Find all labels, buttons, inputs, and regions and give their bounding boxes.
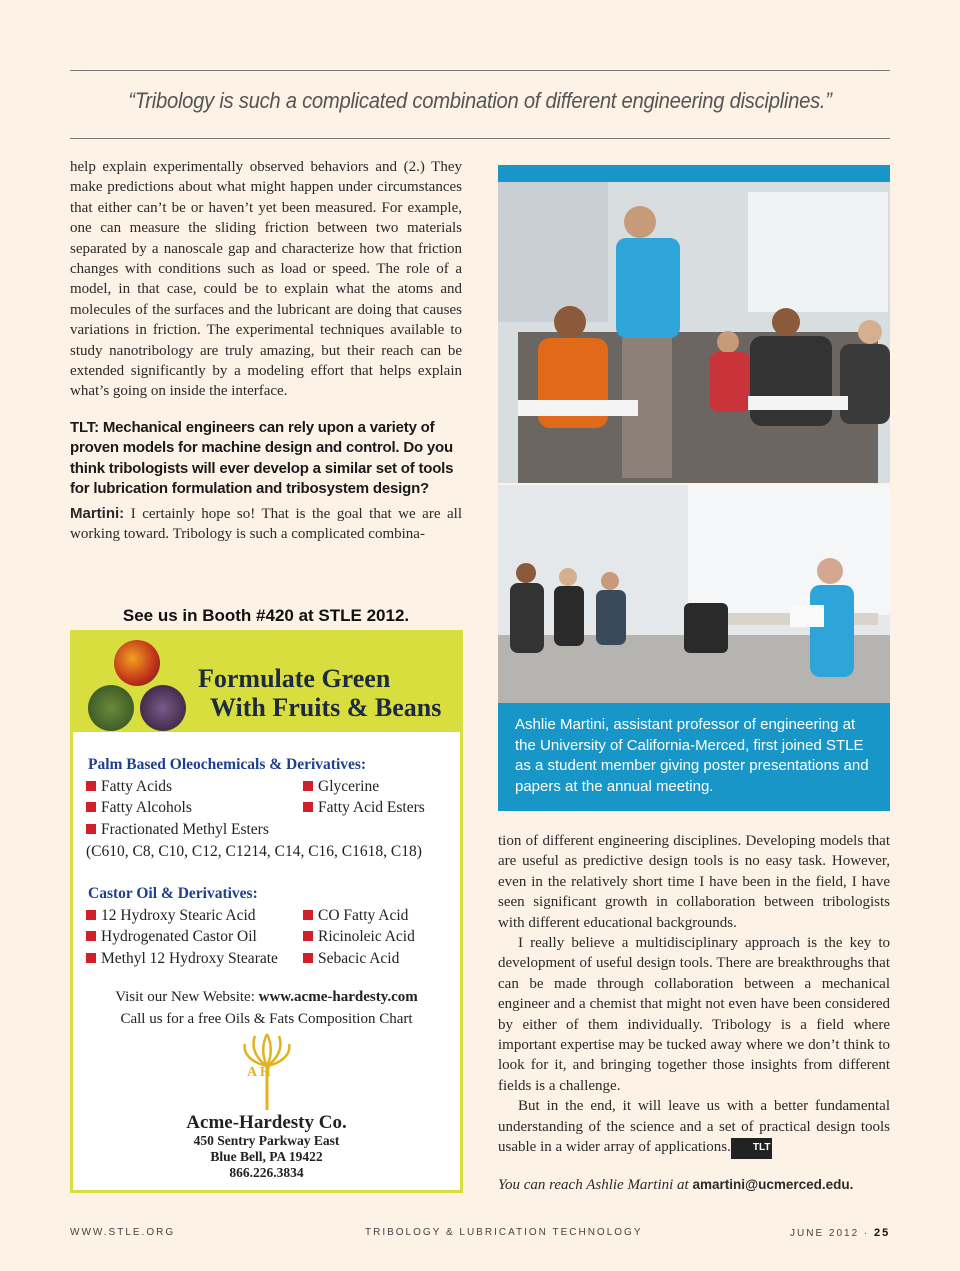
bullet-square-icon [86,953,96,963]
website-link[interactable]: www.acme-hardesty.com [258,989,418,1005]
booth-notice: See us in Booth #420 at STLE 2012. [122,606,410,625]
logo-letters: A H [247,1065,271,1080]
caption-text: Ashlie Martini, assistant professor of engineering at the University of California-Merced, first joined STLE as a student member giving poster presentations and papers at the annual meeting. [515,716,869,795]
photo-caption [498,703,890,811]
castor-item: 12 Hydroxy Stearic Acid [86,907,256,925]
phone-number: 866.226.3834 [229,1165,304,1180]
contact-line: You can reach Ashlie Martini at amartini@ucmerced.edu. [498,1176,854,1193]
bullet-square-icon [303,910,313,920]
website-line: Visit our New Website: www.acme-hardesty.com [115,989,418,1005]
right-paragraph-1: tion of different engineering disciplines. Developing models that are useful as predictive design tools is no easy task. However, even in the relatively short time I have been in the field, I have seen significant growth in collaboration between tribologists with different educational backgrounds. [498,833,890,931]
bullet-square-icon [303,781,313,791]
top-rule [70,70,890,71]
castor-item: Hydrogenated Castor Oil [86,928,257,946]
answer-text: I certainly hope so! That is the goal that we are all working toward. Tribology is such a complicated combina- [70,505,463,542]
advertisement[interactable] [70,630,463,1193]
palm-tree-image [88,685,134,731]
left-paragraph: help explain experimentally observed behaviors and (2.) They make predictions about what might happen under circumstances that either can’t be or haven’t yet been measured. For example, one can measure the sliding friction between two materials separated by a nanoscale gap and characterize how that friction changes with conditions such as load or speed. The role of a model, in that case, could be to explain what the atoms and molecules of the surfaces and the lubricant are doing that causes variations in friction. The experimental techniques available to study nanotribology are truly amazing, but their reach can be extended significantly by a modeling effort that helps explain what’s going on inside the interface. [70,159,462,400]
left-column [70,157,462,544]
palm-item: Fatty Acids [86,778,172,796]
pull-quote: “Tribology is such a complicated combination of different engineering disciplines.” [128,88,832,113]
company-name: Acme-Hardesty Co. [186,1112,347,1133]
contact-email[interactable]: amartini@ucmerced.edu. [692,1176,854,1192]
footer-publication: TRIBOLOGY & LUBRICATION TECHNOLOGY [365,1227,643,1238]
interview-question: TLT: Mechanical engineers can rely upon a variety of proven models for machine design and control. Do you think tribologists will ever develop a similar set of tools for lubrication formulation and tribosystem design? [70,418,454,498]
castor-item: CO Fatty Acid [303,907,408,925]
classroom-photo-bottom [498,485,890,703]
bullet-square-icon [86,802,96,812]
ad-headline-2: With Fruits & Beans [210,693,442,722]
bullet-square-icon [86,781,96,791]
right-column [498,831,890,1209]
answer-speaker: Martini: [70,504,125,522]
palm-item: Glycerine [303,778,379,796]
ad-headline-1: Formulate Green [198,664,391,693]
address-line-1: 450 Sentry Parkway East [193,1133,340,1148]
acme-hardesty-logo-icon [241,1032,293,1112]
beans-image [140,685,186,731]
classroom-photo-top [498,165,890,483]
address-line-2: Blue Bell, PA 19422 [210,1149,323,1164]
castor-item: Sebacic Acid [303,950,399,968]
palm-item: Fatty Alcohols [86,799,192,817]
castor-item: Methyl 12 Hydroxy Stearate [86,950,278,968]
castor-item: Ricinoleic Acid [303,928,415,946]
palm-item: Fatty Acid Esters [303,799,425,817]
bullet-square-icon [303,802,313,812]
bullet-square-icon [303,931,313,941]
right-paragraph-2: I really believe a multidisciplinary approach is the key to development of useful design tools. There are breakthroughs that can be made through collaboration between a mechanical engineer and a chemist that might not even have been considered by either of them individually. Tribology is a field where important expertise may be tucked away where we don’t think to look for it, and bringing together those insights from different fields is a challenge. [498,935,890,1094]
bullet-square-icon [86,910,96,920]
pull-quote-rule [70,138,890,139]
ad-content-panel [73,732,460,1190]
bullet-square-icon [86,824,96,834]
bullet-square-icon [303,953,313,963]
palm-item: Fractionated Methyl Esters [86,821,269,839]
palm-section-title: Palm Based Oleochemicals & Derivatives: [88,756,367,773]
footer-page-info: JUNE 2012 · 25 [790,1227,891,1239]
tlt-end-badge: TLT [731,1138,773,1158]
page-number: 25 [874,1227,891,1239]
palm-fruit-image [114,640,160,686]
palm-codes: (C610, C8, C10, C12, C1214, C14, C16, C1618, C18) [86,843,422,860]
interview-answer [70,504,462,545]
footer-website[interactable]: WWW.STLE.ORG [70,1227,176,1238]
bullet-square-icon [86,931,96,941]
castor-section-title: Castor Oil & Derivatives: [88,885,258,902]
chart-offer: Call us for a free Oils & Fats Composition Chart [120,1011,413,1027]
right-paragraph-3: But in the end, it will leave us with a better fundamental understanding of the science and a set of practical design tools usable in a wider array of applications. TLT [498,1096,890,1158]
